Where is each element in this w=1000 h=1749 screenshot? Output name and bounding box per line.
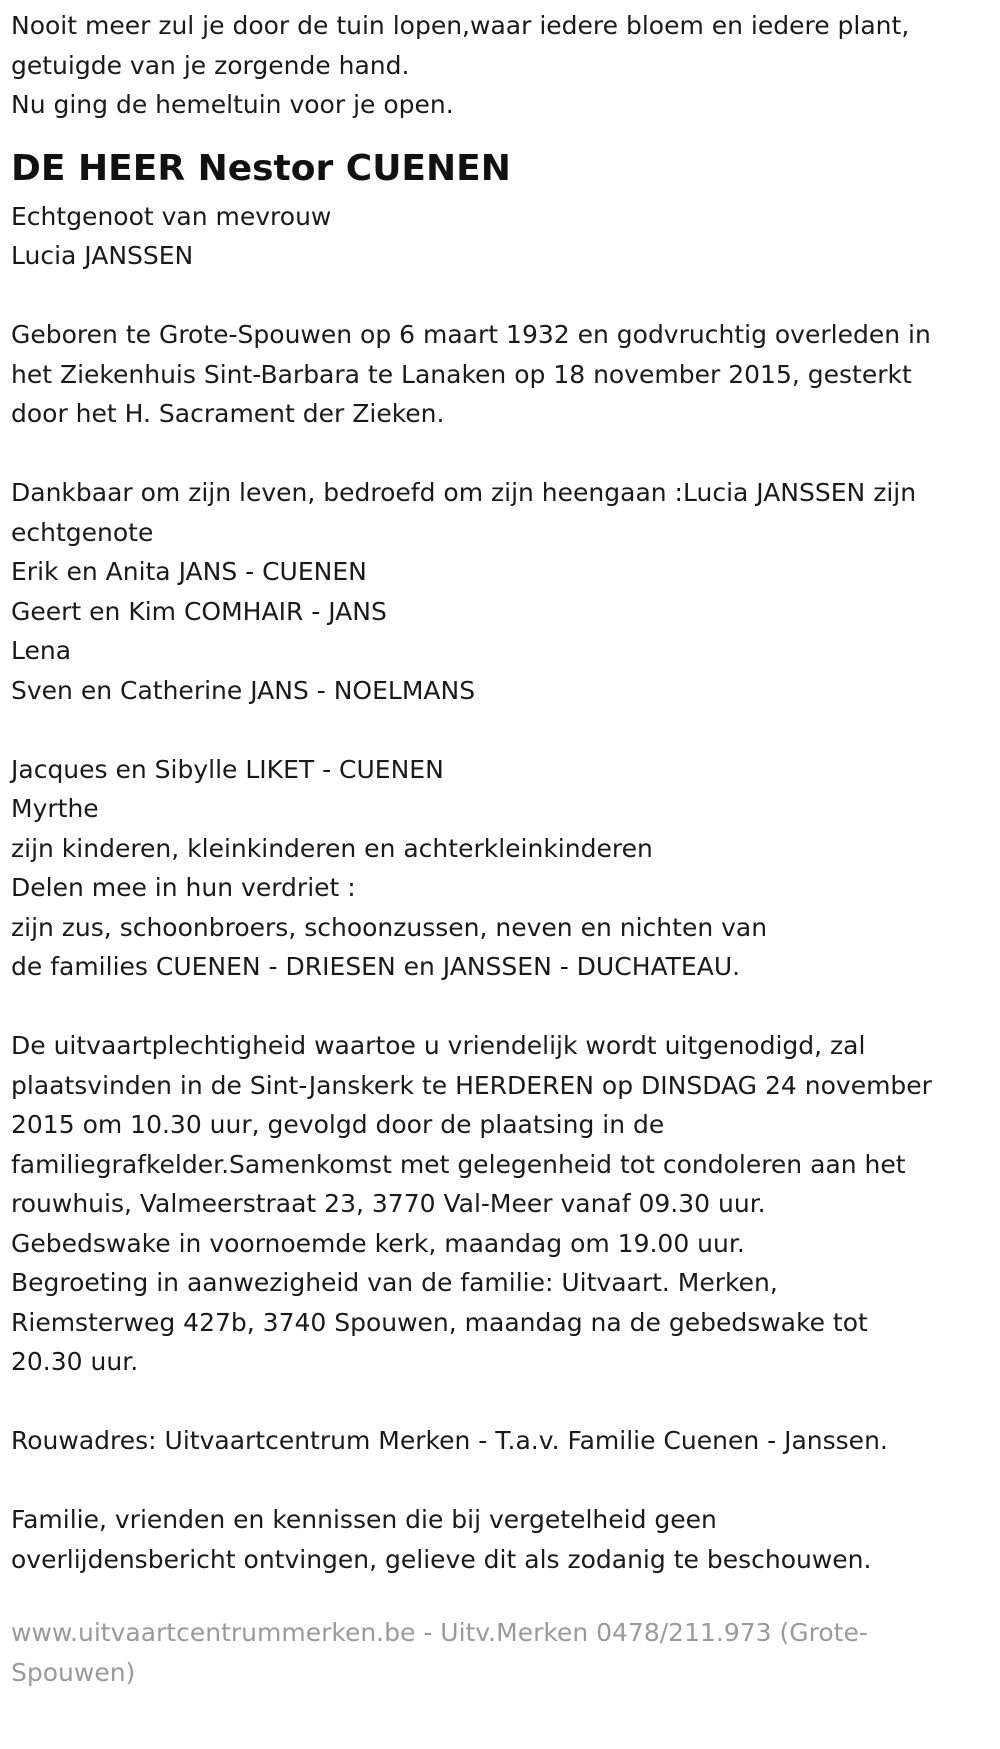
family-paragraph <box>11 473 986 710</box>
text-line: Dankbaar om zijn leven, bedroefd om zijn heengaan :Lucia JANSSEN zijn <box>11 478 917 507</box>
mourning-address <box>11 1421 986 1461</box>
text-line: zijn zus, schoonbroers, schoonzussen, neven en nichten van <box>11 912 768 942</box>
obituary-notice <box>11 6 986 1692</box>
text-line: Rouwadres: Uitvaartcentrum Merken - T.a.v. Familie Cuenen - Janssen. <box>11 1426 888 1455</box>
footer-line: Spouwen) <box>11 1657 136 1687</box>
text-line: 2015 om 10.30 uur, gevolgd door de plaatsing in de <box>11 1110 665 1139</box>
text-line: echtgenote <box>11 517 154 547</box>
birth-death-paragraph <box>11 315 986 434</box>
text-line: Delen mee in hun verdriet : <box>11 873 356 902</box>
text-line: Begroeting in aanwezigheid van de familie: Uitvaart. Merken, <box>11 1268 778 1297</box>
family-paragraph-2 <box>11 750 986 987</box>
text-line: De uitvaartplechtigheid waartoe u vriendelijk wordt uitgenodigd, zal <box>11 1031 866 1060</box>
footer-line: www.uitvaartcentrummerken.be - Uitv.Merken 0478/211.973 (Grote- <box>11 1618 868 1647</box>
deceased-name: DE HEER Nestor CUENEN <box>11 147 511 189</box>
spacer <box>11 1461 986 1501</box>
spacer <box>11 987 986 1027</box>
spacer <box>11 710 986 750</box>
text-line: Gebedswake in voornoemde kerk, maandag om 19.00 uur. <box>11 1228 745 1258</box>
funeral-paragraph <box>11 1026 986 1382</box>
text-line: Sven en Catherine JANS - NOELMANS <box>11 675 476 705</box>
spacer <box>11 434 986 474</box>
text-line: Geert en Kim COMHAIR - JANS <box>11 596 387 626</box>
text-line: Lena <box>11 636 72 665</box>
text-line: rouwhuis, Valmeerstraat 23, 3770 Val-Meer vanaf 09.30 uur. <box>11 1189 766 1218</box>
notice-paragraph <box>11 1500 986 1579</box>
text-line: Erik en Anita JANS - CUENEN <box>11 557 367 586</box>
spouse-line: Lucia JANSSEN <box>11 241 194 270</box>
text-line: Geboren te Grote-Spouwen op 6 maart 1932 en godvruchtig overleden in <box>11 320 931 349</box>
text-line: Myrthe <box>11 794 99 823</box>
spacer <box>11 1382 986 1422</box>
text-line: door het H. Sacrament der Zieken. <box>11 399 445 428</box>
spouse-info <box>11 197 986 276</box>
spacer <box>11 276 986 316</box>
poem-line: Nooit meer zul je door de tuin lopen,waar iedere bloem en iedere plant, <box>11 11 910 40</box>
text-line: Familie, vrienden en kennissen die bij vergetelheid geen <box>11 1505 717 1534</box>
text-line: plaatsvinden in de Sint-Janskerk te HERDEREN op DINSDAG 24 november <box>11 1070 932 1100</box>
text-line: zijn kinderen, kleinkinderen en achterkleinkinderen <box>11 833 653 863</box>
text-line: de families CUENEN - DRIESEN en JANSSEN - DUCHATEAU. <box>11 952 741 981</box>
text-line: overlijdensbericht ontvingen, gelieve dit als zodanig te beschouwen. <box>11 1544 872 1574</box>
text-line: 20.30 uur. <box>11 1347 139 1376</box>
text-line: familiegrafkelder.Samenkomst met gelegenheid tot condoleren aan het <box>11 1149 906 1179</box>
spouse-line: Echtgenoot van mevrouw <box>11 201 332 231</box>
poem-line: Nu ging de hemeltuin voor je open. <box>11 90 454 119</box>
text-line: Riemsterweg 427b, 3740 Spouwen, maandag na de gebedswake tot <box>11 1307 868 1337</box>
funeral-home-footer <box>11 1613 986 1692</box>
poem <box>11 6 986 125</box>
poem-line: getuigde van je zorgende hand. <box>11 50 410 80</box>
text-line: Jacques en Sibylle LIKET - CUENEN <box>11 754 444 784</box>
text-line: het Ziekenhuis Sint-Barbara te Lanaken op 18 november 2015, gesterkt <box>11 359 912 389</box>
